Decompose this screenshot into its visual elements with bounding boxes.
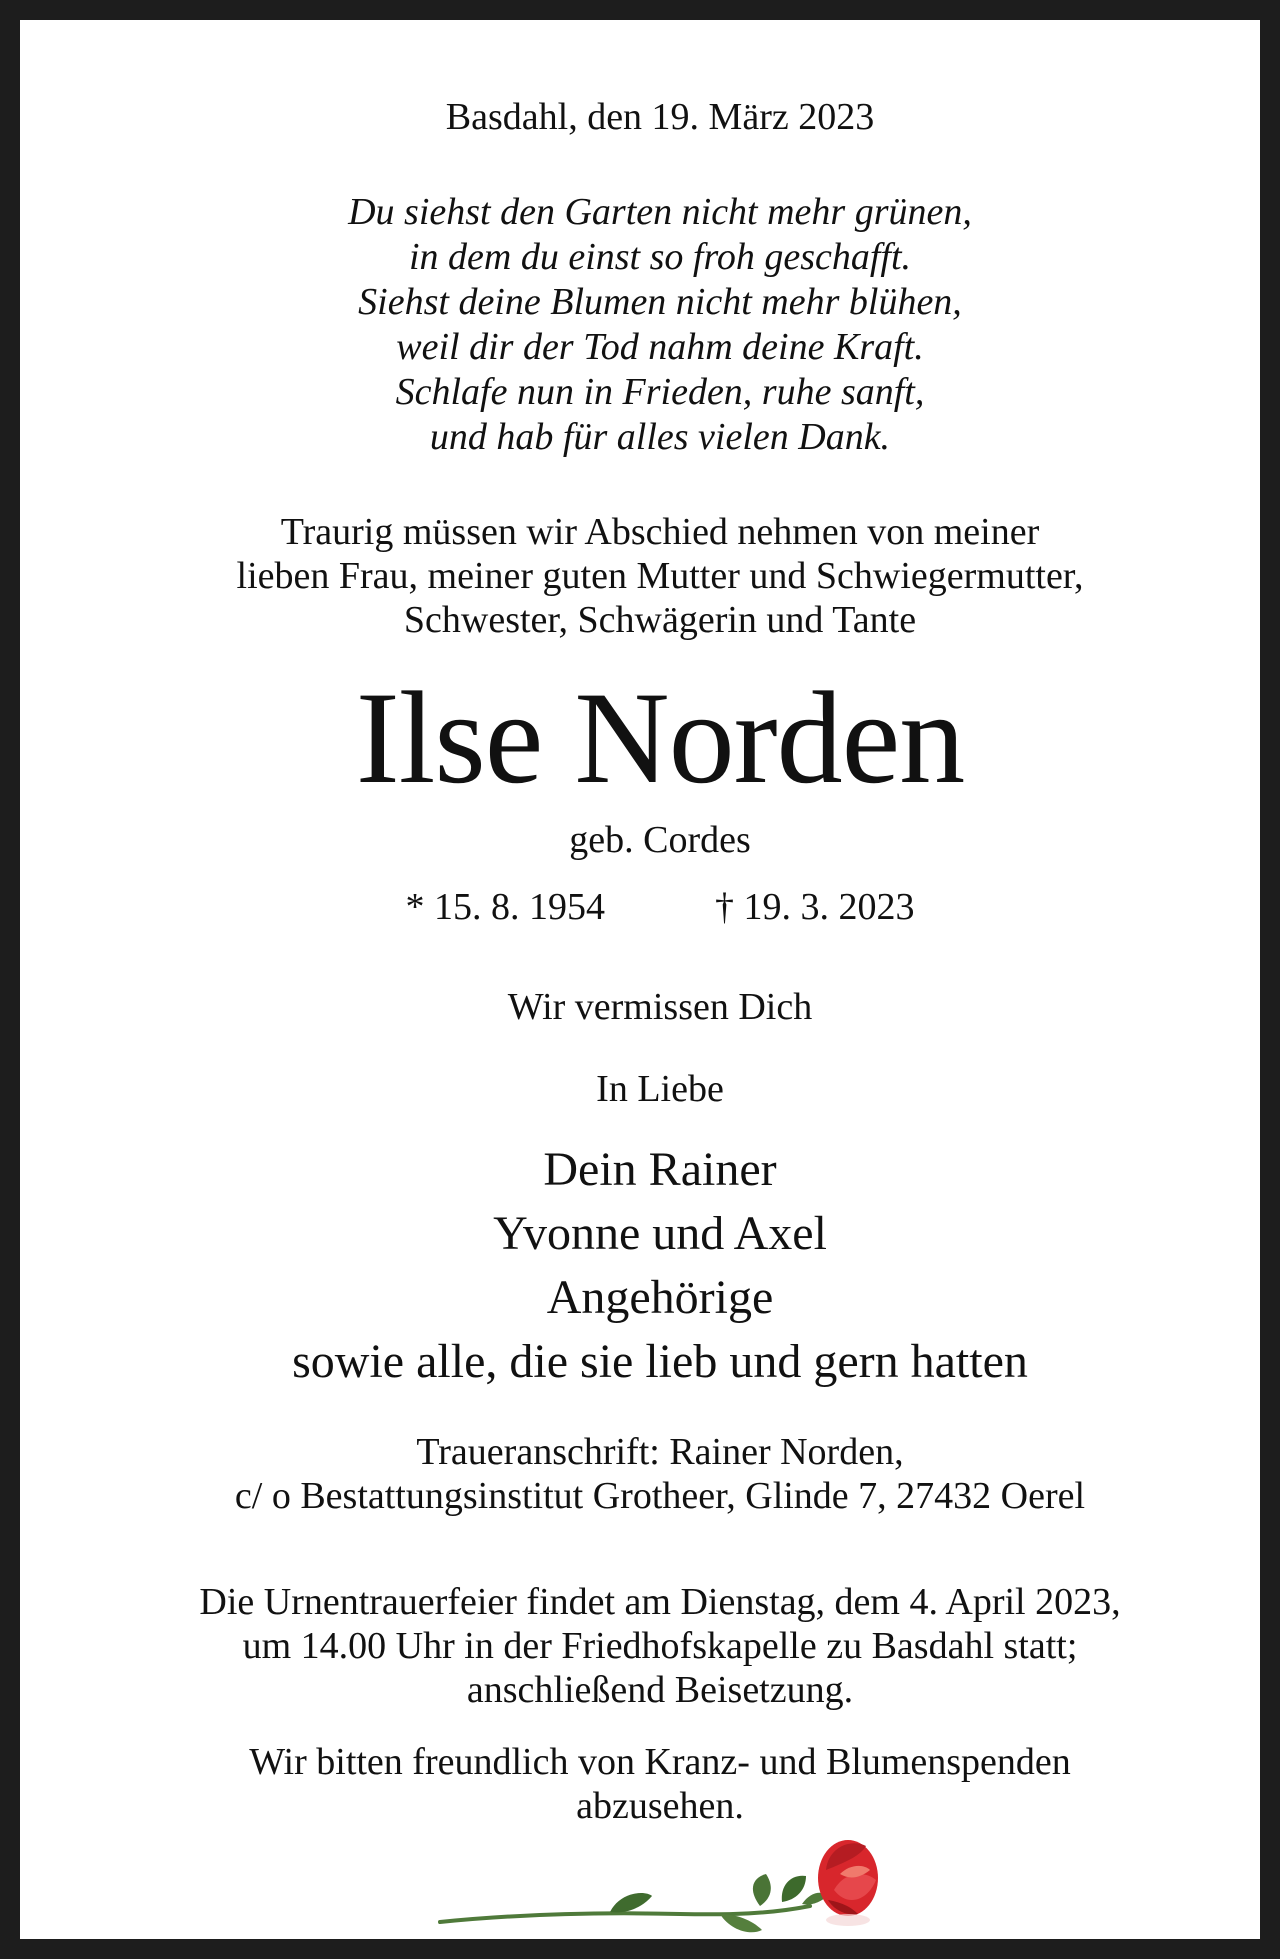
poem-line: und hab für alles vielen Dank.: [429, 416, 891, 458]
in-love-line: In Liebe: [596, 1068, 724, 1110]
obituary-content: [40, 40, 1280, 1959]
place-date: Basdahl, den 19. März 2023: [445, 96, 875, 138]
address-line: Traueranschrift: Rainer Norden,: [416, 1431, 904, 1473]
miss-you-line: Wir vermissen Dich: [507, 986, 813, 1028]
flowers-request: [40, 1740, 1280, 1828]
poem-line: in dem du einst so froh geschafft.: [408, 236, 912, 278]
address-line: c/ o Bestattungsinstitut Grotheer, Glinde 7, 27432 Oerel: [234, 1475, 1086, 1517]
farewell-intro: [40, 510, 1280, 642]
poem-line: Siehst deine Blumen nicht mehr blühen,: [358, 281, 962, 323]
memorial-poem: [40, 190, 1280, 460]
birth-date: * 15. 8. 1954: [405, 886, 605, 928]
poem-line: Du siehst den Garten nicht mehr grünen,: [348, 191, 972, 233]
deceased-name: Ilse Norden: [355, 664, 965, 811]
request-line: Wir bitten freundlich von Kranz- und Blumenspenden: [249, 1741, 1071, 1783]
mourning-address: [40, 1430, 1280, 1518]
service-line: anschließend Beisetzung.: [466, 1669, 854, 1711]
maiden-name: geb. Cordes: [569, 819, 751, 861]
death-date: † 19. 3. 2023: [715, 886, 915, 928]
poem-line: Schlafe nun in Frieden, ruhe sanft,: [395, 371, 925, 413]
poem-line: weil dir der Tod nahm deine Kraft.: [396, 326, 924, 368]
service-line: Die Urnentrauerfeier findet am Dienstag, dem 4. April 2023,: [199, 1581, 1121, 1623]
life-dates: [40, 885, 1280, 929]
mourner-line: sowie alle, die sie lieb und gern hatten: [292, 1335, 1028, 1388]
funeral-service-info: [40, 1580, 1280, 1712]
mourner-line: Dein Rainer: [543, 1143, 777, 1196]
mourners-list: [40, 1138, 1280, 1394]
service-line: um 14.00 Uhr in der Friedhofskapelle zu Basdahl statt;: [242, 1625, 1078, 1667]
red-rose-icon: [430, 1830, 880, 1940]
intro-line: lieben Frau, meiner guten Mutter und Schwiegermutter,: [236, 555, 1084, 597]
mourner-line: Angehörige: [546, 1271, 774, 1324]
mourner-line: Yvonne und Axel: [493, 1207, 827, 1260]
request-line: abzusehen.: [576, 1785, 744, 1827]
intro-line: Traurig müssen wir Abschied nehmen von meiner: [280, 511, 1040, 553]
intro-line: Schwester, Schwägerin und Tante: [403, 599, 917, 641]
